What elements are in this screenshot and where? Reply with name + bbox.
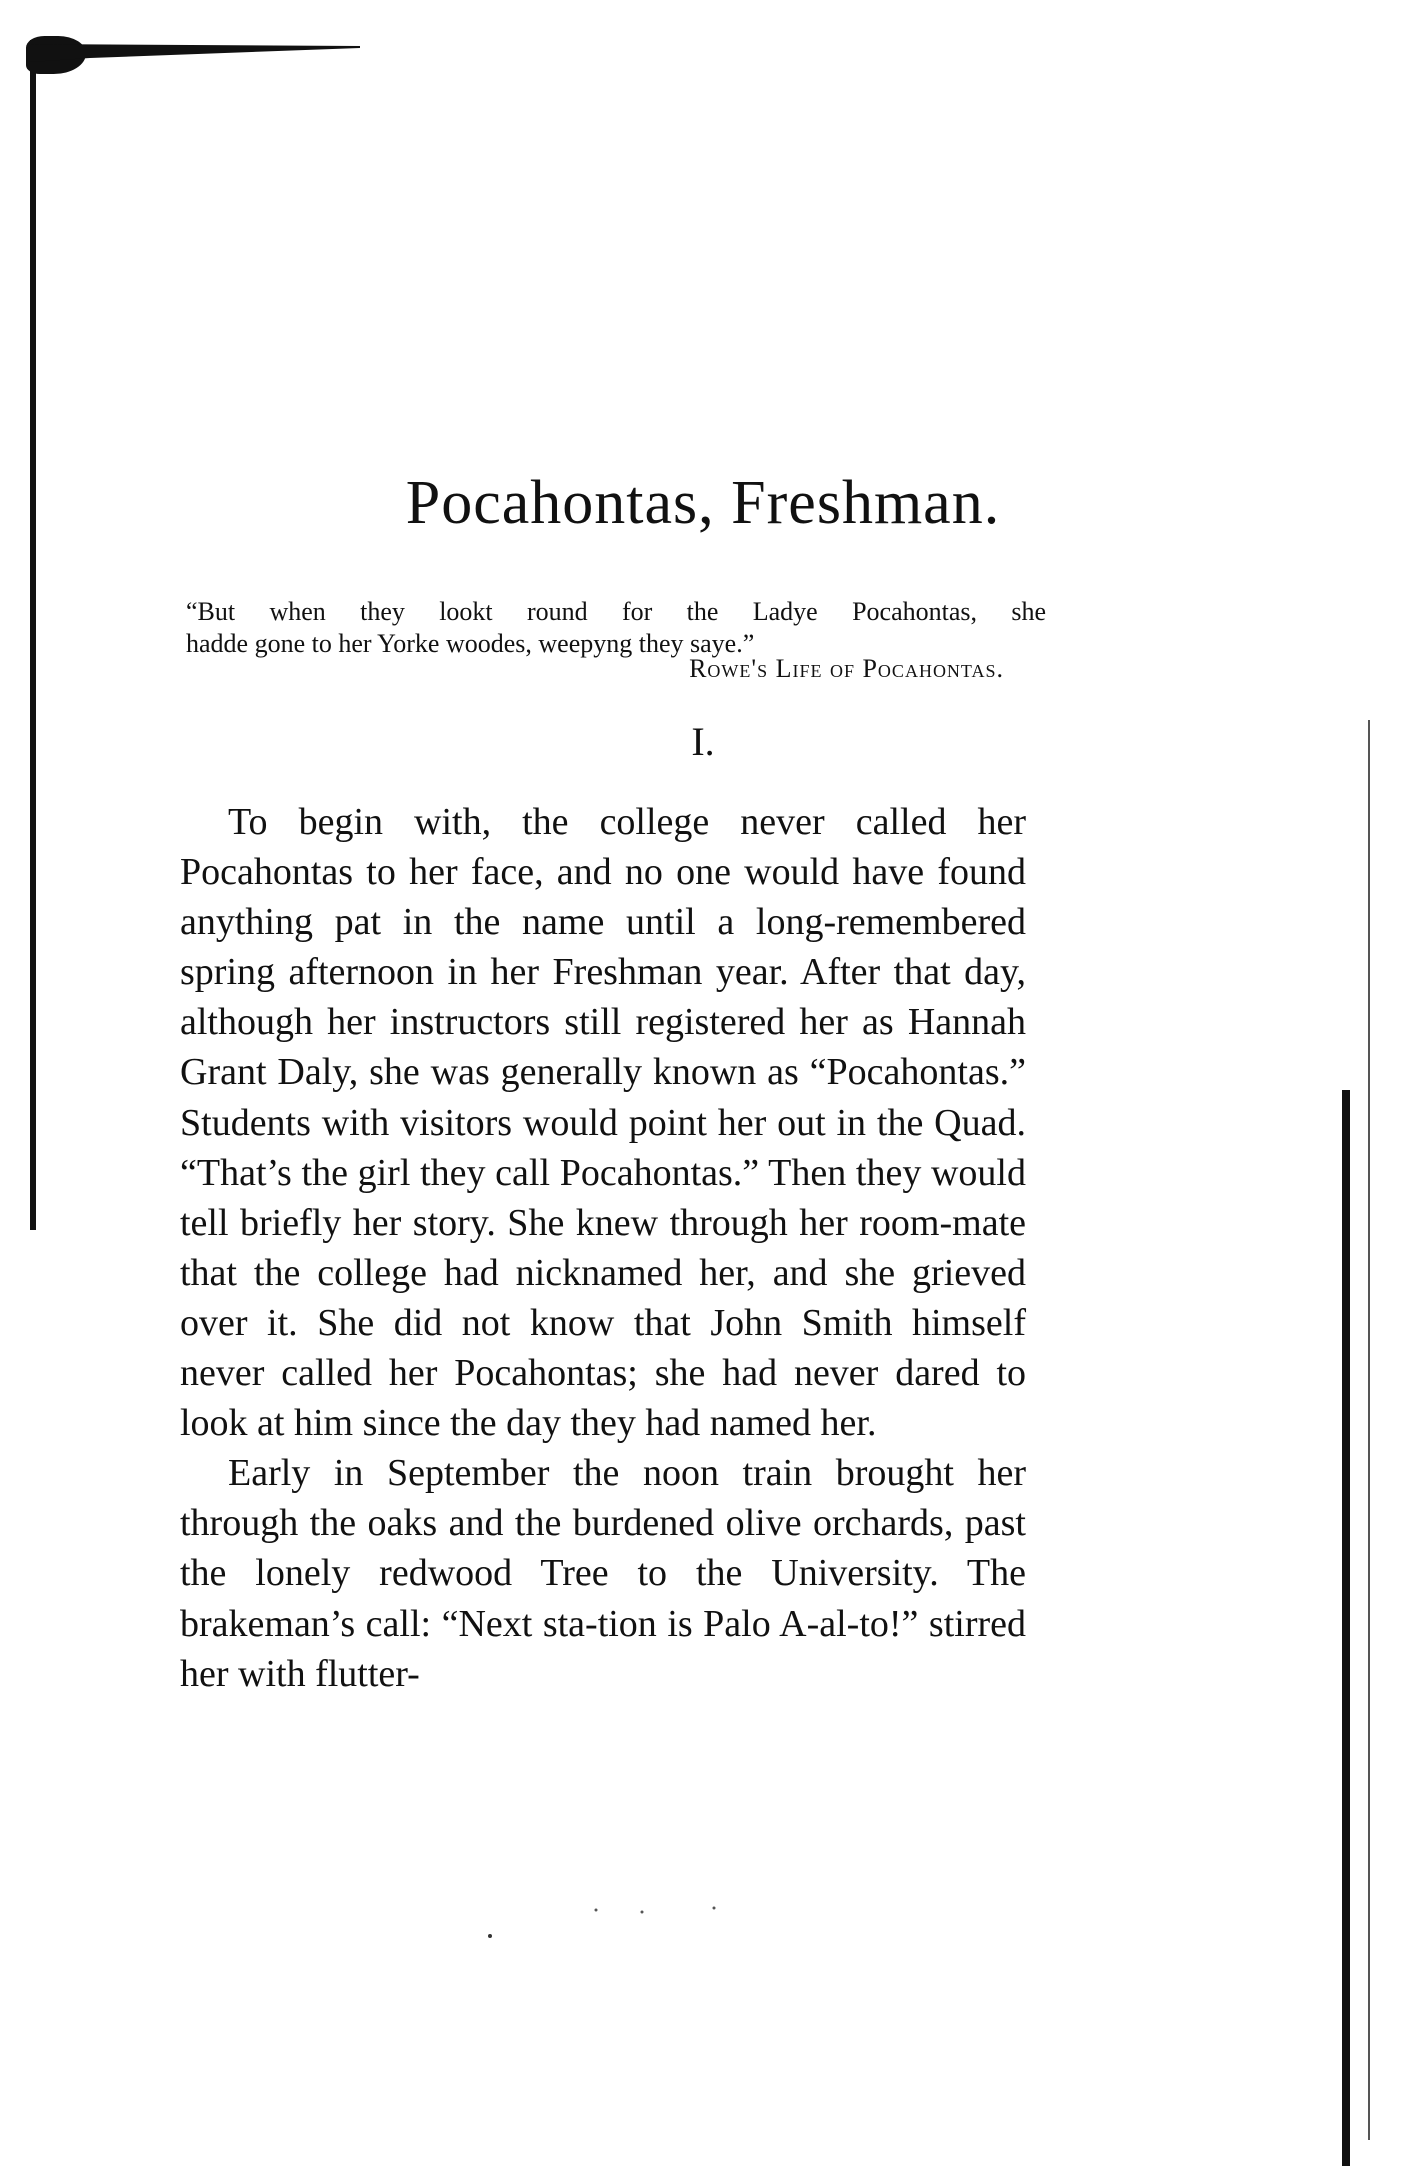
paragraph-2: Early in September the noon train brought her through the oaks and the burdened olive orchards, past the lonely redwood Tree to the University. The brakeman’s call: “Next sta-tion is Palo A-al-to!” stirred her with flutter- <box>180 1452 1026 1695</box>
epigraph-attribution: Rowe's Life of Pocahontas. <box>689 654 1004 683</box>
paragraph-1: To begin with, the college never called her Pocahontas to her face, and no one would have found anything pat in the name until a long-remembered spring afternoon in her Freshman year. After that day, although her instructors still registered her as Hannah Grant Daly, she was generally known as “Pocahontas.” Students with visitors would point her out in the Quad. “That’s the girl they call Pocahontas.” Then they would tell briefly her story. She knew through her room-mate that the college had nicknamed her, and she grieved over it. She did not know that John Smith himself never called her Pocahontas; she had never dared to look at him since the day they had named her. <box>180 801 1026 1445</box>
story-title: Pocahontas, Freshman. <box>405 469 1001 537</box>
epigraph <box>186 596 1046 660</box>
scan-specks <box>0 1900 1406 1940</box>
scan-edge-top <box>30 40 360 80</box>
section-number: I. <box>691 719 715 764</box>
epigraph-line-1: “But when they lookt round for the Ladye Pocahontas, she <box>186 597 1046 626</box>
scan-edge-right <box>1342 1090 1350 2166</box>
scan-edge-left <box>30 40 36 1230</box>
body-text <box>180 797 1026 1699</box>
epigraph-line-2: hadde gone to her Yorke woodes, weepyng they saye.” <box>186 629 755 658</box>
